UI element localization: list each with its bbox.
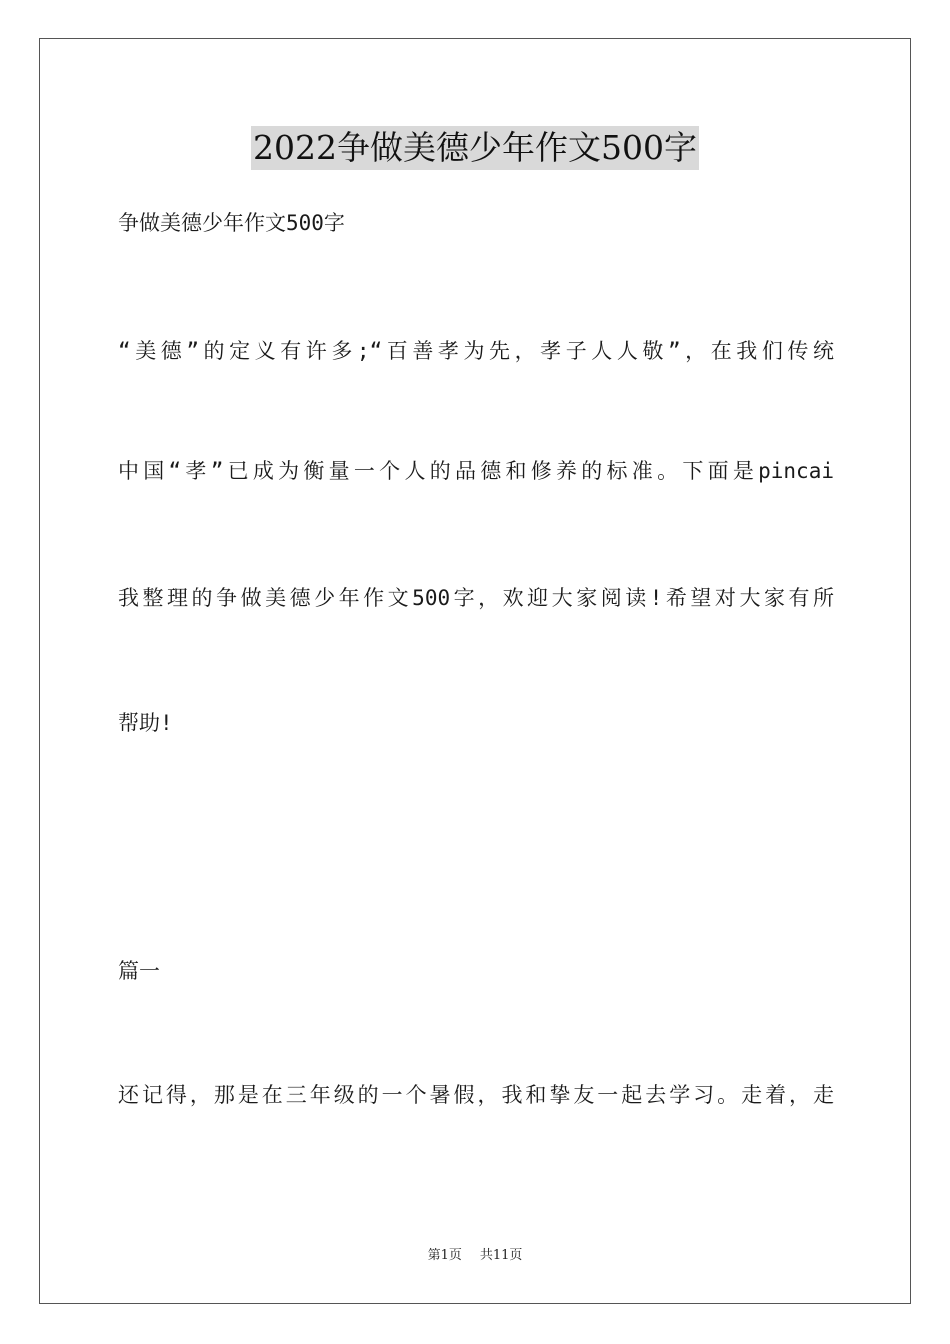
subtitle-line: 争做美德少年作文500字 [118,211,345,235]
section-line-1: 还记得，那是在三年级的一个暑假，我和挚友一起去学习。走着，走 [118,1083,834,1107]
page-total: 共11页 [479,1248,523,1263]
page-number: 第1页 [427,1248,462,1263]
section-heading: 篇一 [118,959,160,983]
paragraph-line-1: “美德”的定义有许多;“百善孝为先，孝子人人敬”，在我们传统 [118,339,834,363]
document-title: 2022争做美德少年作文500字 [251,126,699,170]
paragraph-line-4: 帮助! [118,711,173,735]
page-footer [0,1247,950,1265]
paragraph-line-3: 我整理的争做美德少年作文500字，欢迎大家阅读!希望对大家有所 [118,586,834,610]
title-container [0,126,950,170]
paragraph-line-2: 中国“孝”已成为衡量一个人的品德和修养的标准。下面是pincai [118,459,834,483]
